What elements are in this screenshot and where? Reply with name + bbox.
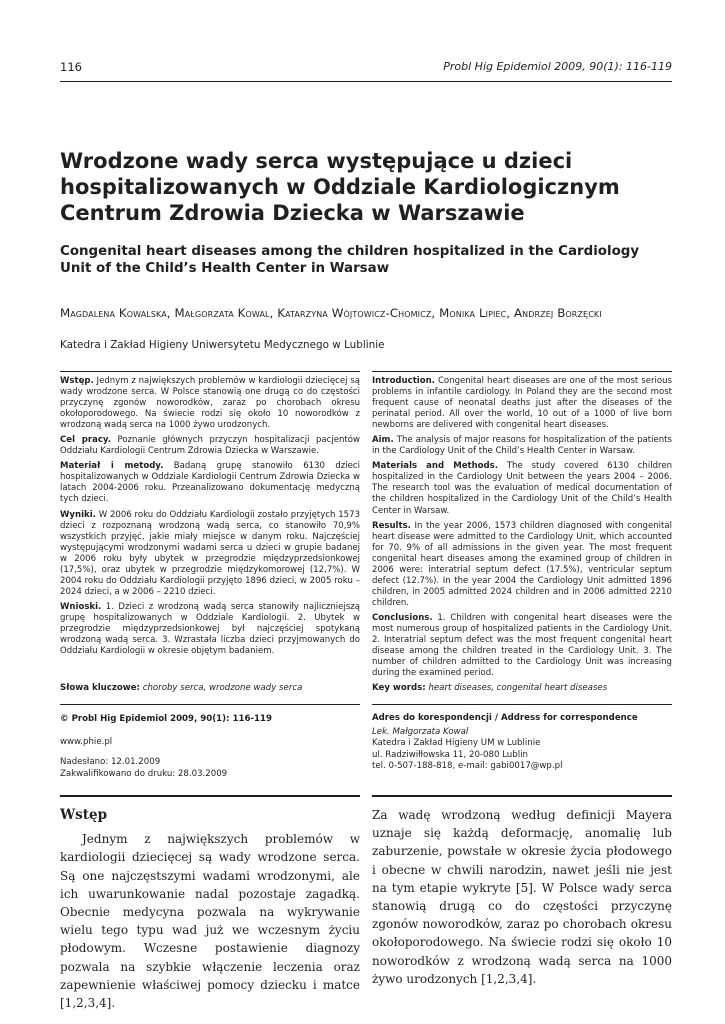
article-title-polish: Wrodzone wady serca występujące u dzieci hospitalizowanych w Oddziale Kardiologicznym Centrum Zdrowia Dziecka w Warszawie [60,149,620,225]
received-date: Nadesłano: 12.01.2009 [60,757,161,767]
keywords-english: Key words: heart diseases, congenital heart diseases [372,683,608,693]
page-number: 116 [60,60,82,74]
correspondence-contact: tel. 0-507-188-818, e-mail: gabi0017@wp.pl [372,761,563,772]
accepted-date: Zakwalifikowano do druku: 28.03.2009 [60,769,228,779]
abstract-pl-methods: Materiał i metody. Badaną grupę stanowiło 6130 dzieci hospitalizowanych w Oddziale Kardiologii Centrum Zdrowia Dziecka w latach 2004-2006 roku. Przeanalizowano dokumentację medyczną tych dzieci. [60,461,360,505]
meta-top-rule [60,704,360,705]
abstract-pl-conclusions: Wnioski. 1. Dzieci z wrodzoną wadą serca stanowiły najliczniejszą grupę hospitalizowanych w Oddziale Kardiologii. 2. Ubytek w przegrodzie międzyprzedsionkowej był najczęściej spotykaną wrodzoną wadą serca. 3. Wzrastała liczba dzieci przyjmowanych do Oddziału Kardiologii w okresie objętym badaniem. [60,601,360,657]
abstract-en-aim: Aim. The analysis of major reasons for hospitalization of the patients in the Cardiology Unit of the Child’s Health Center in Warsaw. [372,435,672,457]
correspondence-name: Lek. Małgorzata Kowal [372,726,469,737]
section-heading-intro: Wstęp [60,807,108,823]
journal-website[interactable]: www.phie.pl [60,737,113,747]
abstract-en-methods: Materials and Methods. The study covered 6130 children hospitalized in the Cardiology Unit between the years 2004 – 2006. The research tool was the evaluation of medical documentation of the children hospitalized in the Cardiology Unit of the Child’s Health Center in Warsaw. [372,461,672,516]
abstract-en-results: Results. In the year 2006, 1573 children diagnosed with congenital heart disease were admitted to the Cardiology Unit, which accounted for 70. 9% of all admissions in the given year. The most frequent congenital heart diseases among the examined group of children in 2006 were: interatrial septum defect (17.5%), ventricular septum defect (12.7%). In the year 2004 the Cardiology Unit admitted 1896 children, in 2005 admitted 2024 children and in 2006 admitted 2210 children. [372,520,672,608]
abstract-english [372,376,672,683]
running-header [60,60,672,76]
journal-reference: Probl Hig Epidemiol 2009, 90(1): 116-119 [443,60,672,73]
publication-metadata [60,713,360,780]
abstract-pl-aim: Cel pracy. Poznanie głównych przyczyn hospitalizacji pacjentów Oddziału Kardiologii Centrum Zdrowia Dziecka w Warszawie. [60,435,360,457]
abstract-top-rule [60,371,360,372]
abstract-pl-results: Wyniki. W 2006 roku do Oddziału Kardiologii zostało przyjętych 1573 dzieci z rozpoznaną wrodzoną wadą serca, co stanowiło 70,9% wszystkich przyjęć, jakie miały miejsce w danym roku. Najczęściej występującymi wrodzonymi wadami serca u dzieci w grupie badanej w 2006 roku były ubytek w przegrodzie międzyprzedsionkowej (17,5%), oraz ubytek w przegrodzie międzykomorowej (12,7%). W 2004 roku do Oddziału Kardiologii przyjęto 1896 dzieci, w 2005 roku – 2024 dzieci, a w 2006 – 2210 dzieci. [60,509,360,597]
body-paragraph: Za wadę wrodzoną według definicji Mayera uznaje się każdą deformację, anomalię lub zaburzenie, powstałe w okresie życia płodowego i obecne w chwili narodzin, nawet jeśli nie jest na tym etapie wykryte [5]. W Polsce wady serca stanowią drugą co do częstości przyczynę zgonów noworodków, zaraz po chorobach okresu okołoporodowego. Na świecie rodzi się około 10 noworodków z wrodzoną wadą serca na 1000 żywo urodzonych [1,2,3,4]. [372,808,672,986]
body-paragraph: Jednym z największych problemów w kardiologii dziecięcej są wady wrodzone serca. Są one najczęstszymi wadami wrodzonymi, ale ich uwarunkowanie nadal pozostaje zagadką. Obecnie medycyna pozwala na wykrywanie wielu tego typu wad już we wczesnym życiu płodowym. Wczesne postawienie diagnozy pozwala na szybkie włączenie leczenia oraz zapewnienie właściwej pomocy dziecku i matce [1,2,3,4]. [60,832,360,1011]
article-title-english: Congenital heart diseases among the children hospitalized in the Cardiology Unit of the Child’s Health Center in Warsaw [60,244,640,276]
abstract-en-conclusions: Conclusions. 1. Children with congenital heart diseases were the most numerous group of hospitalized patients in the Cardiology Unit. 2. Interatrial septum defect was the most frequent congenital heart disease among the children treated in the Cardiology Unit. 3. The number of children admitted to the Cardiology Unit was increasing during the examined period. [372,612,672,679]
abstract-top-rule-right [372,371,672,372]
correspondence-heading: Adres do korespondencji / Address for correspondence [372,713,638,723]
correspondence-block [372,713,672,773]
meta-top-rule-right [372,704,672,705]
body-column-right [372,806,672,988]
abstract-pl-intro: Wstęp. Jednym z największych problemów w kardiologii dziecięcej są wady wrodzone serca. W Polsce stanowią one drugą co do częstości przyczynę zgonów noworodków, zaraz po chorobach okresu okołoporodowego. Na świecie rodzi się około 10 noworodków z wrodzoną wadą serca na 1000 żywo urodzonych. [60,376,360,431]
affiliation: Katedra i Zakład Higieny Uniwersytetu Medycznego w Lublinie [60,339,385,351]
correspondence-street: ul. Radziwiłłowska 11, 20-080 Lublin [372,749,528,760]
copyright-line: © Probl Hig Epidemiol 2009, 90(1): 116-119 [60,714,272,724]
header-rule [60,81,672,82]
body-column-left [60,806,360,1012]
abstract-polish [60,376,360,661]
correspondence-institution: Katedra i Zakład Higieny UM w Lublinie [372,738,541,749]
body-top-rule [60,795,360,797]
abstract-en-intro: Introduction. Congenital heart diseases are one of the most serious problems in infantile cardiology. In Poland they are the second most frequent cause of neonatal deaths just after the diseases of the perinatal period. All over the world, 10 out of a 1000 of live born newborns are delivered with congenital heart diseases. [372,376,672,431]
author-list: Magdalena Kowalska, Małgorzata Kowal, Katarzyna Wójtowicz-Chomicz, Monika Lipiec, Andrzej Borzęcki [60,306,602,320]
body-top-rule-right [372,795,672,797]
keywords-polish: Słowa kluczowe: choroby serca, wrodzone wady serca [60,683,303,693]
